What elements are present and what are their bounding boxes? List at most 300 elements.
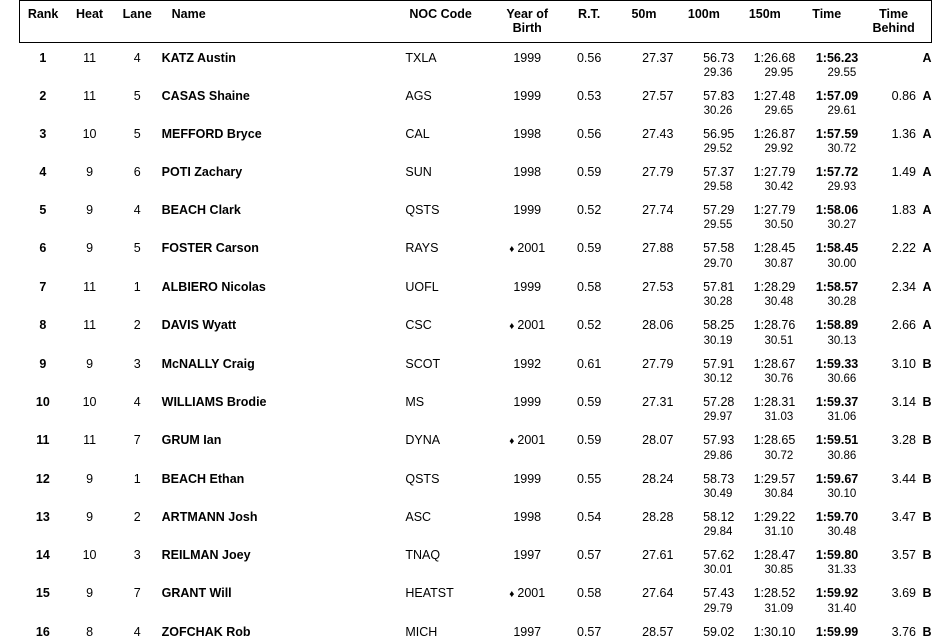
- cell-reaction-time: 0.59: [564, 387, 615, 410]
- cell-spacer: [20, 449, 67, 464]
- cell-spacer: [858, 410, 931, 425]
- cell-heat: 11: [66, 81, 113, 104]
- cell-spacer: [858, 142, 931, 157]
- table-row: [20, 272, 932, 295]
- cell-sub-split-100m: 29.79: [673, 602, 734, 617]
- cell-noc-code: UOFL: [405, 272, 490, 295]
- cell-rank: 6: [20, 233, 67, 257]
- cell-spacer: [162, 295, 406, 310]
- cell-noc-code: MICH: [405, 617, 490, 640]
- time-behind-value: 2.66: [892, 318, 916, 333]
- cell-spacer: [405, 525, 490, 540]
- cell-split-150m: 1:30.10: [734, 617, 795, 640]
- table-row-splits: [20, 104, 932, 119]
- cell-noc-code: RAYS: [405, 233, 490, 257]
- cell-sub-split-150m: 30.76: [734, 372, 795, 387]
- cell-spacer: [564, 487, 615, 502]
- cell-split-100m: 57.37: [673, 157, 734, 180]
- cell-name: DAVIS Wyatt: [162, 310, 406, 334]
- cell-time-behind: [858, 617, 931, 640]
- cell-spacer: [20, 142, 67, 157]
- cell-heat: 11: [66, 310, 113, 334]
- junior-flag-icon: ♦: [509, 321, 514, 332]
- table-row-splits: [20, 334, 932, 349]
- cell-spacer: [564, 410, 615, 425]
- cell-spacer: [162, 104, 406, 119]
- cell-spacer: [66, 563, 113, 578]
- cell-lane: 2: [113, 310, 162, 334]
- cell-lane: 6: [113, 157, 162, 180]
- cell-spacer: [113, 295, 162, 310]
- cell-reaction-time: 0.59: [564, 425, 615, 449]
- cell-lane: 3: [113, 349, 162, 372]
- cell-sub-split-200m: 30.48: [795, 525, 858, 540]
- cell-noc-code: QSTS: [405, 195, 490, 218]
- cell-spacer: [405, 180, 490, 195]
- cell-spacer: [162, 449, 406, 464]
- cell-split-100m: 57.43: [673, 578, 734, 602]
- cell-lane: 3: [113, 540, 162, 563]
- cell-spacer: [66, 449, 113, 464]
- cell-year-of-birth: 1998: [491, 119, 564, 142]
- cell-sub-split-50m: [615, 563, 674, 578]
- cell-noc-code: CSC: [405, 310, 490, 334]
- cell-sub-split-100m: 29.70: [673, 257, 734, 272]
- cell-sub-split-50m: [615, 66, 674, 81]
- table-row-splits: [20, 257, 932, 272]
- cell-split-150m: 1:29.22: [734, 502, 795, 525]
- table-row: [20, 617, 932, 640]
- cell-reaction-time: 0.58: [564, 272, 615, 295]
- cell-spacer: [66, 66, 113, 81]
- cell-reaction-time: 0.52: [564, 310, 615, 334]
- cell-lane: 4: [113, 195, 162, 218]
- cell-time: 1:59.92: [795, 578, 858, 602]
- table-row: [20, 425, 932, 449]
- cell-sub-split-50m: [615, 449, 674, 464]
- cell-spacer: [162, 410, 406, 425]
- cell-sub-split-150m: 29.92: [734, 142, 795, 157]
- cell-sub-split-200m: 31.06: [795, 410, 858, 425]
- cell-split-50m: 27.31: [615, 387, 674, 410]
- table-row: [20, 578, 932, 602]
- cell-split-100m: 57.81: [673, 272, 734, 295]
- cell-sub-split-200m: 29.55: [795, 66, 858, 81]
- cell-reaction-time: 0.53: [564, 81, 615, 104]
- cell-spacer: [66, 487, 113, 502]
- table-row-splits: [20, 602, 932, 617]
- cell-rank: 7: [20, 272, 67, 295]
- cell-time-behind: [858, 464, 931, 487]
- time-behind-value: 1.83: [892, 203, 916, 218]
- cell-sub-split-150m: 31.03: [734, 410, 795, 425]
- cell-spacer: [162, 180, 406, 195]
- cell-time: 1:59.70: [795, 502, 858, 525]
- cell-spacer: [858, 372, 931, 387]
- cell-spacer: [858, 602, 931, 617]
- cell-spacer: [113, 142, 162, 157]
- cell-split-150m: 1:26.68: [734, 43, 795, 67]
- time-behind-value: 1.36: [892, 127, 916, 142]
- cell-sub-split-200m: 30.13: [795, 334, 858, 349]
- cell-sub-split-100m: 29.86: [673, 449, 734, 464]
- cell-noc-code: TNAQ: [405, 540, 490, 563]
- time-behind-value: 1.49: [892, 165, 916, 180]
- cell-spacer: [405, 410, 490, 425]
- table-row-splits: [20, 218, 932, 233]
- cell-reaction-time: 0.59: [564, 233, 615, 257]
- cell-sub-split-50m: [615, 142, 674, 157]
- cell-spacer: [162, 487, 406, 502]
- cell-reaction-time: 0.59: [564, 157, 615, 180]
- cell-time: 1:57.59: [795, 119, 858, 142]
- cell-spacer: [162, 525, 406, 540]
- header-reaction-time: R.T.: [564, 1, 615, 43]
- qualifying-standard-badge: A: [920, 165, 932, 180]
- junior-flag-icon: ♦: [509, 436, 514, 447]
- cell-spacer: [564, 180, 615, 195]
- cell-spacer: [858, 66, 931, 81]
- cell-reaction-time: 0.58: [564, 578, 615, 602]
- cell-sub-split-150m: 30.50: [734, 218, 795, 233]
- cell-spacer: [491, 602, 564, 617]
- qualifying-standard-badge: B: [920, 510, 932, 525]
- cell-spacer: [20, 180, 67, 195]
- header-year-of-birth: Year of Birth: [491, 1, 564, 43]
- cell-spacer: [491, 449, 564, 464]
- cell-sub-split-50m: [615, 525, 674, 540]
- cell-sub-split-150m: 30.42: [734, 180, 795, 195]
- cell-rank: 15: [20, 578, 67, 602]
- cell-noc-code: HEATST: [405, 578, 490, 602]
- cell-split-100m: 58.12: [673, 502, 734, 525]
- time-behind-value: 3.76: [892, 625, 916, 640]
- time-behind-value: 2.22: [892, 241, 916, 256]
- cell-split-150m: 1:26.87: [734, 119, 795, 142]
- qualifying-standard-badge: B: [920, 472, 932, 487]
- cell-spacer: [564, 104, 615, 119]
- cell-rank: 2: [20, 81, 67, 104]
- cell-spacer: [491, 334, 564, 349]
- cell-spacer: [405, 334, 490, 349]
- cell-spacer: [564, 372, 615, 387]
- qualifying-standard-badge: A: [920, 51, 932, 66]
- cell-spacer: [66, 180, 113, 195]
- cell-time: 1:58.06: [795, 195, 858, 218]
- cell-spacer: [564, 142, 615, 157]
- cell-time-behind: [858, 272, 931, 295]
- cell-spacer: [564, 295, 615, 310]
- cell-noc-code: QSTS: [405, 464, 490, 487]
- table-row-splits: [20, 372, 932, 387]
- cell-split-100m: 57.28: [673, 387, 734, 410]
- cell-split-150m: 1:28.31: [734, 387, 795, 410]
- cell-rank: 4: [20, 157, 67, 180]
- cell-spacer: [113, 334, 162, 349]
- cell-spacer: [405, 602, 490, 617]
- cell-split-100m: 58.73: [673, 464, 734, 487]
- cell-name: POTI Zachary: [162, 157, 406, 180]
- cell-lane: 4: [113, 387, 162, 410]
- cell-sub-split-150m: 30.51: [734, 334, 795, 349]
- cell-sub-split-200m: 30.72: [795, 142, 858, 157]
- cell-spacer: [66, 218, 113, 233]
- time-behind-value: 3.28: [892, 433, 916, 448]
- cell-lane: 5: [113, 81, 162, 104]
- cell-reaction-time: 0.57: [564, 617, 615, 640]
- cell-sub-split-50m: [615, 487, 674, 502]
- cell-spacer: [20, 372, 67, 387]
- cell-name: GRANT Will: [162, 578, 406, 602]
- cell-heat: 11: [66, 43, 113, 67]
- cell-split-100m: 57.62: [673, 540, 734, 563]
- cell-split-50m: 27.53: [615, 272, 674, 295]
- cell-sub-split-200m: 30.86: [795, 449, 858, 464]
- cell-spacer: [405, 66, 490, 81]
- cell-split-50m: 27.64: [615, 578, 674, 602]
- table-row: [20, 233, 932, 257]
- cell-split-50m: 27.37: [615, 43, 674, 67]
- table-row: [20, 195, 932, 218]
- cell-year-of-birth: 1992: [491, 349, 564, 372]
- cell-heat: 9: [66, 195, 113, 218]
- cell-spacer: [162, 66, 406, 81]
- cell-split-50m: 27.74: [615, 195, 674, 218]
- cell-sub-split-150m: 30.48: [734, 295, 795, 310]
- cell-spacer: [491, 525, 564, 540]
- cell-spacer: [113, 257, 162, 272]
- time-behind-value: 3.44: [892, 472, 916, 487]
- cell-noc-code: AGS: [405, 81, 490, 104]
- cell-year-of-birth: 1999: [491, 43, 564, 67]
- cell-split-50m: 27.43: [615, 119, 674, 142]
- cell-sub-split-150m: 29.65: [734, 104, 795, 119]
- time-behind-value: 3.57: [892, 548, 916, 563]
- cell-spacer: [491, 218, 564, 233]
- cell-spacer: [564, 66, 615, 81]
- cell-spacer: [162, 602, 406, 617]
- cell-time-behind: [858, 119, 931, 142]
- cell-year-of-birth: 1999: [491, 81, 564, 104]
- cell-spacer: [564, 525, 615, 540]
- table-row: [20, 119, 932, 142]
- header-split-150m: 150m: [734, 1, 795, 43]
- cell-split-50m: 28.07: [615, 425, 674, 449]
- cell-year-of-birth: 1999: [491, 387, 564, 410]
- table-row: [20, 81, 932, 104]
- cell-sub-split-100m: 30.19: [673, 334, 734, 349]
- cell-sub-split-100m: 29.84: [673, 525, 734, 540]
- header-noc-code: NOC Code: [405, 1, 490, 43]
- cell-noc-code: TXLA: [405, 43, 490, 67]
- cell-rank: 13: [20, 502, 67, 525]
- cell-split-150m: 1:27.48: [734, 81, 795, 104]
- time-behind-value: 3.14: [892, 395, 916, 410]
- cell-sub-split-200m: 31.33: [795, 563, 858, 578]
- cell-sub-split-200m: 31.40: [795, 602, 858, 617]
- cell-split-100m: 57.29: [673, 195, 734, 218]
- cell-sub-split-50m: [615, 334, 674, 349]
- cell-spacer: [405, 449, 490, 464]
- cell-split-150m: 1:28.47: [734, 540, 795, 563]
- cell-spacer: [491, 410, 564, 425]
- time-behind-value: 3.10: [892, 357, 916, 372]
- cell-time-behind: [858, 43, 931, 67]
- table-row: [20, 502, 932, 525]
- cell-sub-split-100m: 30.49: [673, 487, 734, 502]
- table-row: [20, 464, 932, 487]
- cell-sub-split-150m: 31.09: [734, 602, 795, 617]
- qualifying-standard-badge: A: [920, 89, 932, 104]
- cell-spacer: [113, 525, 162, 540]
- cell-split-50m: 27.61: [615, 540, 674, 563]
- cell-sub-split-100m: 30.01: [673, 563, 734, 578]
- cell-sub-split-100m: 29.58: [673, 180, 734, 195]
- cell-rank: 8: [20, 310, 67, 334]
- cell-sub-split-200m: 30.27: [795, 218, 858, 233]
- cell-rank: 11: [20, 425, 67, 449]
- table-row-splits: [20, 180, 932, 195]
- qualifying-standard-badge: B: [920, 357, 932, 372]
- cell-noc-code: CAL: [405, 119, 490, 142]
- cell-spacer: [20, 257, 67, 272]
- cell-split-50m: 28.06: [615, 310, 674, 334]
- cell-time: 1:59.99: [795, 617, 858, 640]
- cell-spacer: [162, 257, 406, 272]
- time-behind-value: 3.69: [892, 586, 916, 601]
- cell-spacer: [491, 563, 564, 578]
- cell-reaction-time: 0.61: [564, 349, 615, 372]
- cell-sub-split-50m: [615, 180, 674, 195]
- cell-spacer: [564, 218, 615, 233]
- cell-spacer: [113, 487, 162, 502]
- cell-spacer: [564, 257, 615, 272]
- cell-name: ALBIERO Nicolas: [162, 272, 406, 295]
- cell-split-50m: 27.79: [615, 349, 674, 372]
- cell-reaction-time: 0.56: [564, 119, 615, 142]
- table-row-splits: [20, 563, 932, 578]
- cell-year-of-birth: ♦ 2001: [491, 233, 564, 257]
- cell-sub-split-100m: 29.55: [673, 218, 734, 233]
- cell-sub-split-100m: 29.52: [673, 142, 734, 157]
- cell-split-50m: 27.79: [615, 157, 674, 180]
- qualifying-standard-badge: A: [920, 203, 932, 218]
- cell-spacer: [405, 218, 490, 233]
- cell-spacer: [491, 180, 564, 195]
- cell-split-50m: 27.57: [615, 81, 674, 104]
- time-behind-value: 0.86: [892, 89, 916, 104]
- cell-spacer: [405, 142, 490, 157]
- results-table-header: [20, 1, 932, 43]
- cell-spacer: [405, 372, 490, 387]
- junior-flag-icon: ♦: [509, 589, 514, 600]
- cell-heat: 9: [66, 233, 113, 257]
- cell-rank: 3: [20, 119, 67, 142]
- cell-time: 1:57.72: [795, 157, 858, 180]
- cell-name: ARTMANN Josh: [162, 502, 406, 525]
- cell-time: 1:57.09: [795, 81, 858, 104]
- cell-spacer: [66, 142, 113, 157]
- cell-noc-code: DYNA: [405, 425, 490, 449]
- qualifying-standard-badge: B: [920, 548, 932, 563]
- table-row-splits: [20, 449, 932, 464]
- cell-split-50m: 28.57: [615, 617, 674, 640]
- cell-spacer: [162, 334, 406, 349]
- cell-rank: 9: [20, 349, 67, 372]
- cell-spacer: [113, 104, 162, 119]
- qualifying-standard-badge: B: [920, 625, 932, 640]
- table-row-splits: [20, 487, 932, 502]
- time-behind-value: 3.47: [892, 510, 916, 525]
- qualifying-standard-badge: A: [920, 318, 932, 333]
- cell-spacer: [858, 334, 931, 349]
- cell-spacer: [66, 372, 113, 387]
- cell-reaction-time: 0.54: [564, 502, 615, 525]
- cell-lane: 4: [113, 617, 162, 640]
- cell-sub-split-200m: 29.93: [795, 180, 858, 195]
- cell-name: KATZ Austin: [162, 43, 406, 67]
- cell-spacer: [564, 563, 615, 578]
- cell-sub-split-200m: 29.61: [795, 104, 858, 119]
- cell-split-150m: 1:28.45: [734, 233, 795, 257]
- cell-spacer: [66, 295, 113, 310]
- cell-lane: 7: [113, 425, 162, 449]
- cell-noc-code: SCOT: [405, 349, 490, 372]
- cell-time: 1:59.37: [795, 387, 858, 410]
- cell-heat: 9: [66, 502, 113, 525]
- time-behind-value: 2.34: [892, 280, 916, 295]
- table-row: [20, 387, 932, 410]
- cell-time: 1:56.23: [795, 43, 858, 67]
- cell-year-of-birth: ♦ 2001: [491, 425, 564, 449]
- cell-spacer: [113, 66, 162, 81]
- cell-split-100m: 58.25: [673, 310, 734, 334]
- cell-rank: 1: [20, 43, 67, 67]
- cell-spacer: [858, 449, 931, 464]
- cell-split-150m: 1:28.76: [734, 310, 795, 334]
- cell-split-150m: 1:28.29: [734, 272, 795, 295]
- cell-spacer: [405, 563, 490, 578]
- cell-lane: 2: [113, 502, 162, 525]
- header-name: Name: [162, 1, 406, 43]
- cell-spacer: [113, 410, 162, 425]
- cell-spacer: [20, 104, 67, 119]
- cell-year-of-birth: 1999: [491, 272, 564, 295]
- cell-sub-split-50m: [615, 295, 674, 310]
- cell-spacer: [20, 295, 67, 310]
- header-time-behind: Time Behind: [858, 1, 931, 43]
- cell-lane: 7: [113, 578, 162, 602]
- cell-rank: 14: [20, 540, 67, 563]
- cell-sub-split-100m: 29.36: [673, 66, 734, 81]
- cell-split-150m: 1:28.52: [734, 578, 795, 602]
- cell-sub-split-200m: 30.28: [795, 295, 858, 310]
- cell-noc-code: SUN: [405, 157, 490, 180]
- cell-spacer: [66, 602, 113, 617]
- table-row-splits: [20, 525, 932, 540]
- cell-spacer: [405, 295, 490, 310]
- cell-noc-code: MS: [405, 387, 490, 410]
- cell-name: FOSTER Carson: [162, 233, 406, 257]
- cell-split-50m: 28.24: [615, 464, 674, 487]
- table-row-splits: [20, 295, 932, 310]
- cell-name: GRUM Ian: [162, 425, 406, 449]
- cell-sub-split-150m: 30.85: [734, 563, 795, 578]
- header-heat: Heat: [66, 1, 113, 43]
- cell-split-100m: 57.58: [673, 233, 734, 257]
- cell-heat: 10: [66, 387, 113, 410]
- header-split-100m: 100m: [673, 1, 734, 43]
